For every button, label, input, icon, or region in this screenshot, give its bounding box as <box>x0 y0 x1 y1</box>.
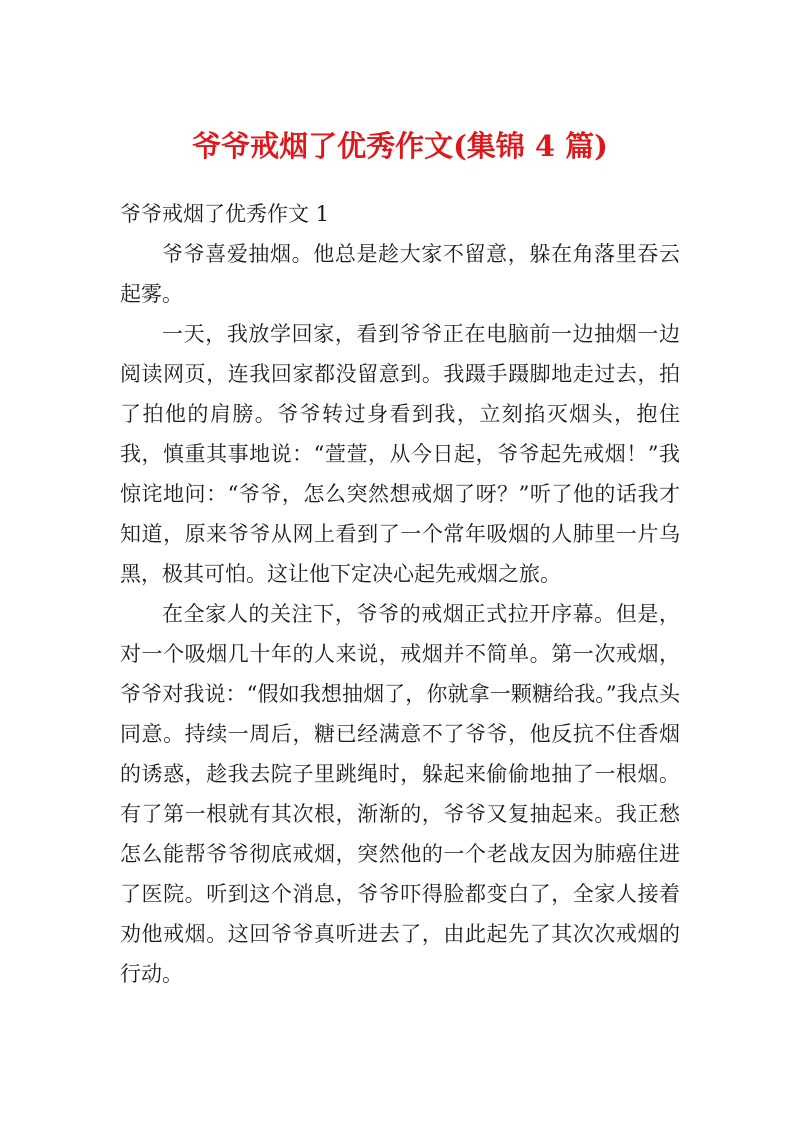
paragraph: 爷爷喜爱抽烟。他总是趁大家不留意，躲在角落里吞云起雾。 <box>120 242 680 306</box>
paragraph: 一天，我放学回家，看到爷爷正在电脑前一边抽烟一边阅读网页，连我回家都没留意到。我蹑手蹑脚地走过去，拍了拍他的肩膀。爷爷转过身看到我，立刻掐灭烟头，抱住我，慎重其事地说：“萱萱，从今日起，爷爷起先戒烟！”我惊诧地问：“爷爷，怎么突然想戒烟了呀？”听了他的话我才知道，原来爷爷从网上看到了一个常年吸烟的人肺里一片乌黑，极其可怕。这让他下定决心起先戒烟之旅。 <box>120 322 680 586</box>
section-heading: 爷爷戒烟了优秀作文 1 <box>120 202 330 226</box>
document-title: 爷爷戒烟了优秀作文(集锦 4 篇) <box>192 129 608 163</box>
article-body <box>120 194 680 994</box>
paragraph: 在全家人的关注下，爷爷的戒烟正式拉开序幕。但是，对一个吸烟几十年的人来说，戒烟并不简单。第一次戒烟，爷爷对我说：“假如我想抽烟了，你就拿一颗糖给我。”我点头同意。持续一周后，糖已经满意不了爷爷，他反抗不住香烟的诱惑，趁我去院子里跳绳时，躲起来偷偷地抽了一根烟。有了第一根就有其次根，渐渐的，爷爷又复抽起来。我正愁怎么能帮爷爷彻底戒烟，突然他的一个老战友因为肺癌住进了医院。听到这个消息，爷爷吓得脸都变白了，全家人接着劝他戒烟。这回爷爷真听进去了，由此起先了其次次戒烟的行动。 <box>120 602 680 986</box>
